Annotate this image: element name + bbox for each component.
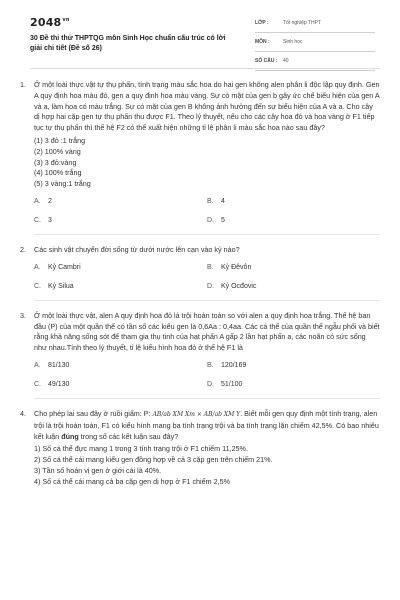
emphasis-text: đúng: [61, 431, 79, 441]
option-letter: C.: [34, 216, 41, 224]
statement-item: (2) 100% vàng: [34, 146, 81, 156]
answer-options: [34, 198, 380, 224]
question-divider: [34, 398, 380, 399]
statement-item: (5) 3 vàng:1 trắng: [34, 179, 91, 189]
meta-label: LỚP :: [255, 20, 269, 26]
question-number: 3.: [20, 310, 26, 320]
question-1: [20, 80, 380, 190]
statement-item: 2) Số cá thể cái mang kiểu gen đồng hợp về cả 3 cặp gen trên chiếm 21%.: [34, 455, 273, 465]
question-divider: [34, 234, 380, 235]
option-text: Kỷ Ocđovic: [221, 282, 257, 290]
option-letter: A.: [34, 197, 41, 205]
option-letter: D.: [207, 282, 214, 290]
option-text: Kỷ Đêvôn: [221, 263, 252, 271]
question-text: [34, 409, 380, 442]
question-text: Ở một loài thực vật, alen A quy định hoa đỏ là trội hoàn toàn so với alen a quy định hoa trắng. Thế hệ ban đầu (P) của một quần thể có tần số các kiểu gen là 0,6Aa : 0,4aa. Các cá thể của quần thể ngẫu phối và biết rằng khả năng sống sót để tham gia thụ tinh của hạt phấn A gấp 2 lần hạt phấn a, các noãn có sức sống như nhau.Tính theo lý thuyết, tỉ lệ kiểu hình hoa đỏ ở thế hệ F1 là: [34, 310, 380, 353]
exam-meta: [255, 14, 375, 71]
option-letter: D.: [207, 380, 214, 388]
option-letter: B.: [207, 263, 214, 271]
meta-label: MÔN :: [255, 39, 270, 45]
option-letter: C.: [34, 282, 41, 290]
question-4: [20, 409, 380, 488]
question-text: Ở một loài thực vật tự thụ phấn, tính trạng màu sắc hoa do hai gen không alen phân li độc lập quy định. Gen A quy định hoa màu đỏ, gen a quy định hoa màu vàng. Sự có mặt của gen b gây ức chế biểu hiện của gen A và a, làm hoa có màu trắng. Sự có mặt của gen B không ảnh hưởng đến sự biểu hiện của A và a. Cho cây dị hợp hai cặp gen tự thụ phấn thu được F1. Theo lý thuyết, nếu cho các cây hoa đỏ và hoa vàng ở F1 tiếp tục tự thụ phấn thì thế hệ F2 có thể xuất hiện những tỉ lệ phân li màu sắc hoa nào sau đây?: [34, 80, 380, 133]
option-d[interactable]: [207, 217, 380, 224]
question-2: [20, 245, 380, 256]
logo-text: 2048: [30, 16, 62, 29]
option-a[interactable]: [34, 264, 207, 271]
question-3: [20, 311, 380, 354]
question-list: [20, 80, 380, 488]
option-text: 120/169: [221, 361, 247, 369]
meta-value: Sinh học: [283, 39, 303, 45]
option-d[interactable]: [207, 283, 380, 290]
option-letter: B.: [207, 361, 214, 369]
option-text: 51/100: [221, 380, 243, 388]
header-divider: [30, 68, 380, 69]
meta-value: 40: [283, 58, 289, 64]
question-text: Các sinh vật chuyển đời sống từ dưới nước lên cạn vào kỷ nào?: [34, 244, 240, 254]
option-text: 81/130: [48, 361, 70, 369]
meta-row-subject: [255, 33, 375, 52]
option-c[interactable]: [34, 283, 207, 290]
answer-options: [34, 264, 380, 290]
option-text: 49/130: [48, 380, 70, 388]
option-b[interactable]: [207, 362, 380, 369]
question-number: 2.: [20, 244, 26, 254]
option-d[interactable]: [207, 381, 380, 388]
option-c[interactable]: [34, 381, 207, 388]
statement-item: 3) Tần số hoán vị gen ở giới cái là 40%.: [34, 465, 162, 475]
option-a[interactable]: [34, 362, 207, 369]
site-logo[interactable]: [30, 16, 70, 29]
question-text-part: trong số các kết luận sau đây?: [80, 431, 179, 441]
option-letter: A.: [34, 361, 41, 369]
option-letter: B.: [207, 197, 214, 205]
cross-equation: AB/ab XM Xm × AB/ab XM Y: [152, 410, 241, 418]
document-header: [0, 0, 400, 62]
question-text-part: . Biết mỗi gen quy định một tính trạng, alen trội là trội hoàn toàn, F1 có kiểu hình mang ba tính trạng trội và ba tính trạng lặn chiếm 42,5%. Có bao nhiêu kết luận: [34, 408, 379, 441]
option-c[interactable]: [34, 217, 207, 224]
question-divider: [34, 300, 380, 301]
option-letter: C.: [34, 380, 41, 388]
option-letter: A.: [34, 263, 41, 271]
meta-value: Tốt nghiệp THPT: [283, 20, 321, 26]
option-text: 5: [221, 216, 225, 224]
option-text: 2: [48, 197, 52, 205]
meta-row-class: [255, 14, 375, 33]
statement-item: (1) 3 đỏ :1 trắng: [34, 135, 86, 145]
question-text-part: Cho phép lai sau đây ở ruồi giấm: P:: [34, 408, 151, 418]
option-text: 4: [221, 197, 225, 205]
statement-item: 1) Số cá thể đực mang 1 trong 3 tính trạng trội ở F1 chiếm 11,25%.: [34, 444, 248, 454]
option-text: Kỷ Cambri: [48, 263, 81, 271]
statement-item: 4) Số cá thể cái mang cả ba cặp gen dị hợp ở F1 chiếm 2,5%: [34, 476, 231, 486]
option-letter: D.: [207, 216, 214, 224]
meta-label: SỐ CÂU :: [255, 58, 278, 64]
option-b[interactable]: [207, 198, 380, 205]
statement-list: [34, 136, 380, 190]
statement-list: [34, 444, 380, 487]
answer-options: [34, 362, 380, 388]
question-number: 1.: [20, 80, 26, 89]
question-number: 4.: [20, 408, 26, 418]
statement-item: (3) 3 đỏ:vàng: [34, 157, 77, 167]
exam-title: 30 Đề thi thử THPTQG môn Sinh Học chuẩn cấu trúc có lời giải chi tiết (Đề số 26): [30, 35, 226, 52]
option-b[interactable]: [207, 264, 380, 271]
option-text: Kỷ Silua: [48, 282, 74, 290]
statement-item: (4) 100% trắng: [34, 168, 82, 178]
option-a[interactable]: [34, 198, 207, 205]
option-text: 3: [48, 216, 52, 224]
logo-suffix: vn: [62, 17, 70, 24]
